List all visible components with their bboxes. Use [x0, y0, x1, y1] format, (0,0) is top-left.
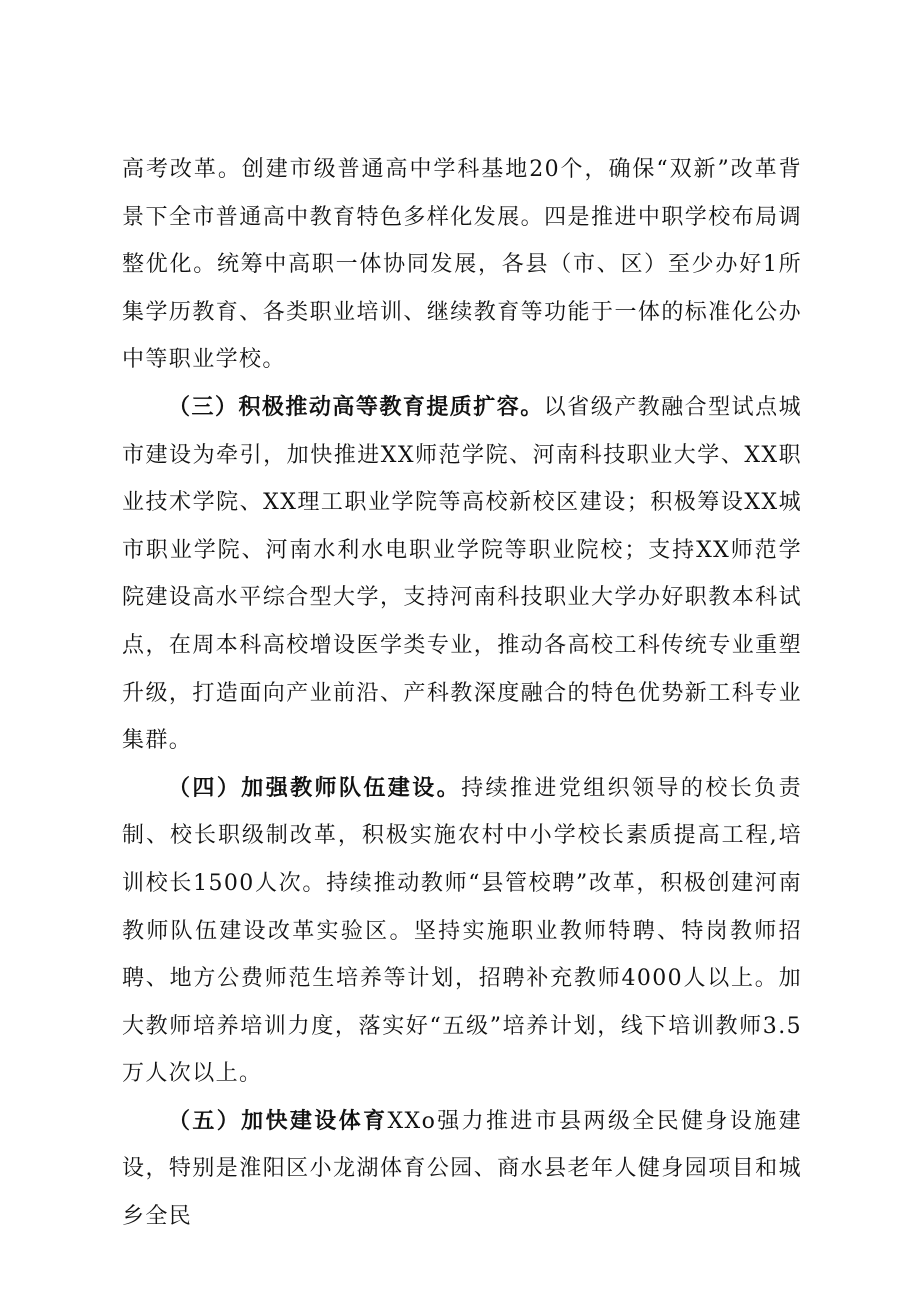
paragraph-heading: （五）加快建设体育	[168, 1108, 388, 1134]
paragraph-body: 高考改革。创建市级普通高中学科基地20个，确保“双新”改革背景下全市普通高中教育特色多样化发展。四是推进中职学校布局调整优化。统筹中高职一体协同发展，各县（市、区）至少办好1所集学历教育、各类职业培训、继续教育等功能于一体的标准化公办中等职业学校。	[122, 157, 802, 373]
paragraph-continuation	[122, 146, 802, 384]
paragraph-higher-education	[122, 384, 802, 765]
paragraph-teacher-team	[122, 765, 802, 1098]
paragraph-heading: （三）积极推动高等教育提质扩容。	[168, 394, 544, 420]
paragraph-body: XXo强力推进市县两级全民健身设施建设，特别是淮阳区小龙湖体育公园、商水县老年人健身园项目和城乡全民	[122, 1108, 802, 1230]
paragraph-heading: （四）加强教师队伍建设。	[168, 775, 462, 801]
document-body	[122, 146, 802, 1241]
paragraph-body: 持续推进党组织领导的校长负责制、校长职级制改革，积极实施农村中小学校长素质提高工程,培训校长1500人次。持续推动教师“县管校聘”改革，积极创建河南教师队伍建设改革实验区。坚持实施职业教师特聘、特岗教师招聘、地方公费师范生培养等计划，招聘补充教师4000人以上。加大教师培养培训力度，落实好“五级”培养计划，线下培训教师3.5万人次以上。	[122, 775, 802, 1087]
paragraph-body: 以省级产教融合型试点城市建设为牵引，加快推进XX师范学院、河南科技职业大学、XX职业技术学院、XX理工职业学院等高校新校区建设；积极筹设XX城市职业学院、河南水利水电职业学院等职业院校；支持XX师范学院建设高水平综合型大学，支持河南科技职业大学办好职教本科试点，在周本科高校增设医学类专业，推动各高校工科传统专业重塑升级，打造面向产业前沿、产科教深度融合的特色优势新工科专业集群。	[122, 394, 802, 754]
paragraph-sports	[122, 1098, 802, 1241]
